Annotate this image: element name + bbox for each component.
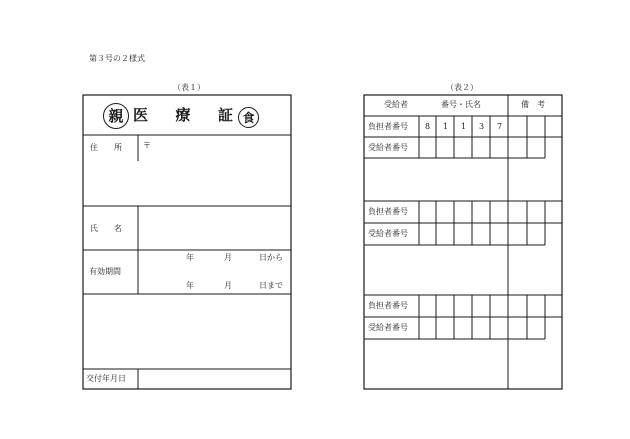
validity-to-month: 月 xyxy=(224,281,232,290)
payer-number-label: 負担者番号 xyxy=(368,122,408,131)
validity-label: 有効期間 xyxy=(89,267,121,276)
recipient-number-label: 受給者番号 xyxy=(368,229,408,238)
validity-from-year: 年 xyxy=(186,253,194,262)
payer-digit: 7 xyxy=(497,122,503,131)
address-label: 住 所 xyxy=(90,143,122,152)
postal-mark: 〒 xyxy=(143,141,151,150)
header-number-name: 番号・氏名 xyxy=(441,100,481,109)
name-label: 氏 名 xyxy=(90,224,122,233)
form-number: 第３号の２様式 xyxy=(89,54,145,63)
payer-digit: 8 xyxy=(425,122,431,131)
payer-digit: 1 xyxy=(461,122,467,131)
table2-caption: （表２） xyxy=(446,83,478,92)
title-char-3: 証 xyxy=(217,106,233,124)
payer-number-label: 負担者番号 xyxy=(368,207,408,216)
validity-to-day: 日まで xyxy=(259,281,283,290)
title-char-1: 医 xyxy=(133,106,149,124)
title-char-2: 療 xyxy=(175,106,191,124)
payer-digit: 3 xyxy=(479,122,485,131)
header-remarks: 備 考 xyxy=(521,100,545,109)
validity-from-day: 日から xyxy=(259,253,283,262)
recipient-number-label: 受給者番号 xyxy=(368,323,408,332)
parent-badge-text: 親 xyxy=(108,106,124,125)
payer-number-label: 負担者番号 xyxy=(368,301,408,310)
validity-to-year: 年 xyxy=(186,281,194,290)
table1-caption: （表１） xyxy=(173,83,205,92)
issue-date-label: 交付年月日 xyxy=(86,374,126,383)
payer-digit: 1 xyxy=(443,122,449,131)
recipient-number-label: 受給者番号 xyxy=(368,143,408,152)
header-recipient: 受給者 xyxy=(384,100,408,109)
food-badge-text: 食 xyxy=(242,110,255,125)
validity-from-month: 月 xyxy=(224,253,232,262)
